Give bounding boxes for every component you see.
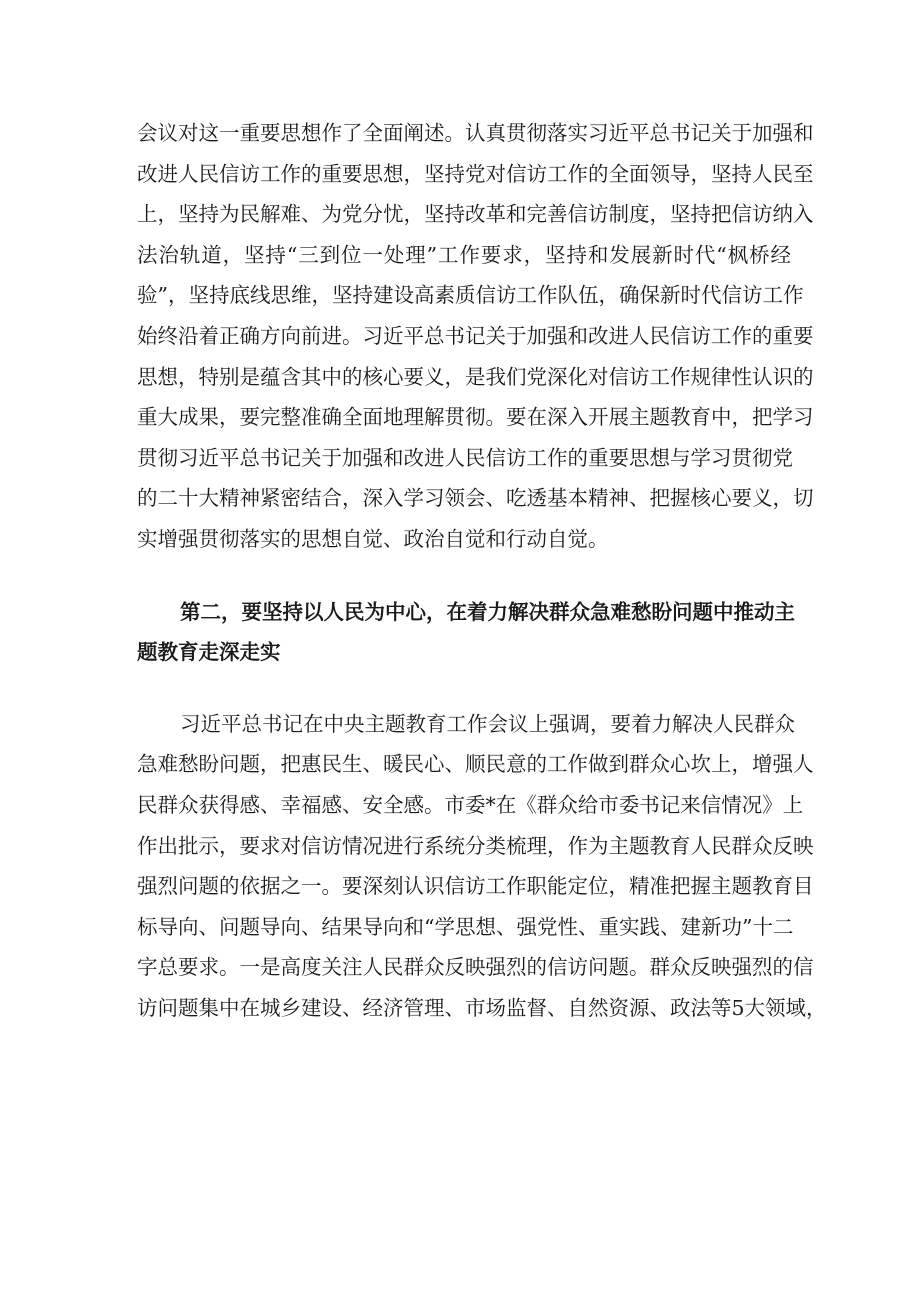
text-line: 法治轨道，坚持“三到位一处理”工作要求，坚持和发展新时代“枫桥经: [137, 242, 791, 267]
text-line: 的二十大精神紧密结合，深入学习领会、吃透基本精神、把握核心要义，切: [137, 486, 814, 511]
paragraph-spacer: [137, 560, 791, 592]
paragraph-1: [137, 113, 814, 560]
heading-line: 题教育走深走实: [137, 640, 281, 665]
text-line: 改进人民信访工作的重要思想，坚持党对信访工作的全面领导，坚持人民至: [137, 161, 814, 186]
text-line: 会议对这一重要思想作了全面阐述。认真贯彻落实习近平总书记关于加强和: [137, 121, 814, 145]
text-line: 重大成果，要完整准确全面地理解贯彻。要在深入开展主题教育中，把学习: [137, 405, 814, 430]
text-line: 访问题集中在城乡建设、经济管理、市场监督、自然资源、政法等5大领域，: [137, 995, 827, 1020]
text-line: 始终沿着正确方向前进。习近平总书记关于加强和改进人民信访工作的重要: [137, 323, 814, 348]
section-heading: [137, 592, 795, 673]
text-line: 强烈问题的依据之一。要深刻认识信访工作职能定位，精准把握主题教育目: [137, 874, 814, 899]
text-line: 贯彻习近平总书记关于加强和改进人民信访工作的重要思想与学习贯彻党: [137, 445, 793, 470]
text-line: 思想，特别是蕴含其中的核心要义，是我们党深化对信访工作规律性认识的: [137, 364, 814, 389]
text-line: 急难愁盼问题，把惠民生、暖民心、顺民意的工作做到群众心坎上，增强人: [137, 752, 814, 777]
text-line: 上，坚持为民解难、为党分忧，坚持改革和完善信访制度，坚持把信访纳入: [137, 202, 814, 227]
paragraph-2: [137, 704, 827, 1029]
document-body: [137, 113, 827, 1028]
text-line: 标导向、问题导向、结果导向和“学思想、强党性、重实践、建新功”十二: [137, 914, 794, 939]
text-line: 验”，坚持底线思维，坚持建设高素质信访工作队伍，确保新时代信访工作: [137, 283, 804, 308]
paragraph-spacer: [137, 673, 791, 704]
text-line: 作出批示，要求对信访情况进行系统分类梳理，作为主题教育人民群众反映: [137, 833, 814, 858]
text-line: 实增强贯彻落实的思想自觉、政治自觉和行动自觉。: [137, 526, 609, 551]
text-line: 字总要求。一是高度关注人民群众反映强烈的信访问题。群众反映强烈的信: [137, 955, 814, 980]
heading-line: 第二，要坚持以人民为中心，在着力解决群众急难愁盼问题中推动主: [180, 599, 795, 624]
text-line: 民群众获得感、幸福感、安全感。市委*在《群众给市委书记来信情况》上: [137, 792, 804, 817]
text-line: 习近平总书记在中央主题教育工作会议上强调，要着力解决人民群众: [180, 711, 795, 736]
